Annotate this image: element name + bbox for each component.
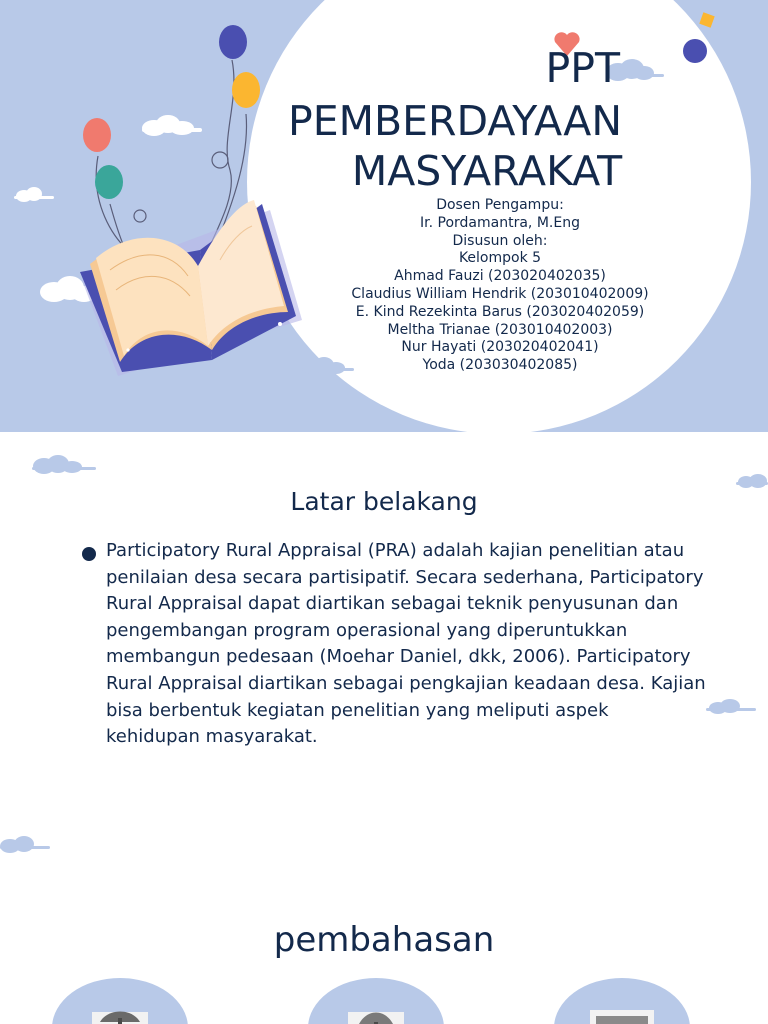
- section-heading-pembahasan: pembahasan: [273, 920, 495, 960]
- credits-block: [330, 197, 670, 375]
- credit-line: Claudius William Hendrik (203010402009): [351, 285, 649, 302]
- cover-title-line-3: MASYARAKAT: [351, 147, 623, 195]
- confetti-icon: [682, 10, 722, 66]
- cover-title-line-1: PPT: [545, 44, 620, 92]
- section-heading-latar-belakang: Latar belakang: [290, 487, 478, 516]
- cloud-icon: [0, 834, 52, 856]
- book-illustration: [70, 20, 310, 380]
- credit-line: E. Kind Rezekinta Barus (203020402059): [355, 303, 645, 320]
- thumbnail-image: [554, 978, 690, 1024]
- credit-line: Kelompok 5: [458, 250, 542, 267]
- credit-line: Nur Hayati (203020402041): [401, 339, 599, 356]
- credit-line: Meltha Trianae (203010402003): [387, 321, 613, 338]
- credit-line: Yoda (203030402085): [422, 357, 578, 374]
- credit-line: Disusun oleh:: [452, 232, 548, 249]
- bullet-paragraph: Participatory Rural Appraisal (PRA) adalah kajian penelitian atau penilaian desa secara partisipatif. Secara sederhana, Participatory Rural Appraisal dapat diartikan sebagai teknik penyusunan dan pengembangan program operasional yang diperuntukkan membangun pedesaan (Moehar Daniel, dkk, 2006). Participatory Rural Appraisal diartikan sebagai pengkajian keadaan desa. Kajian bisa berbentuk kegiatan penelitian yang meliputi aspek kehidupan masyarakat.: [106, 540, 706, 748]
- bullet-icon: [82, 547, 96, 561]
- credit-line: Dosen Pengampu:: [436, 197, 564, 213]
- cover-title: [278, 96, 632, 196]
- cover-slide: [0, 0, 768, 432]
- credit-line: Ahmad Fauzi (203020402035): [394, 268, 606, 285]
- cover-title-line-2: PEMBERDAYAAN: [287, 97, 622, 145]
- thumbnail-image: [52, 978, 188, 1024]
- cloud-icon: [10, 186, 54, 204]
- cloud-icon: [702, 698, 758, 716]
- background-slide: [0, 432, 768, 880]
- building-image-icon: [554, 978, 690, 1024]
- discussion-slide: [0, 880, 768, 1024]
- thumbnail-image: [308, 978, 444, 1024]
- credit-line: Ir. Pordamantra, M.Eng: [420, 214, 580, 231]
- cloud-icon: [26, 454, 98, 476]
- tree-image-icon: [308, 978, 444, 1024]
- tree-image-icon: [52, 978, 188, 1024]
